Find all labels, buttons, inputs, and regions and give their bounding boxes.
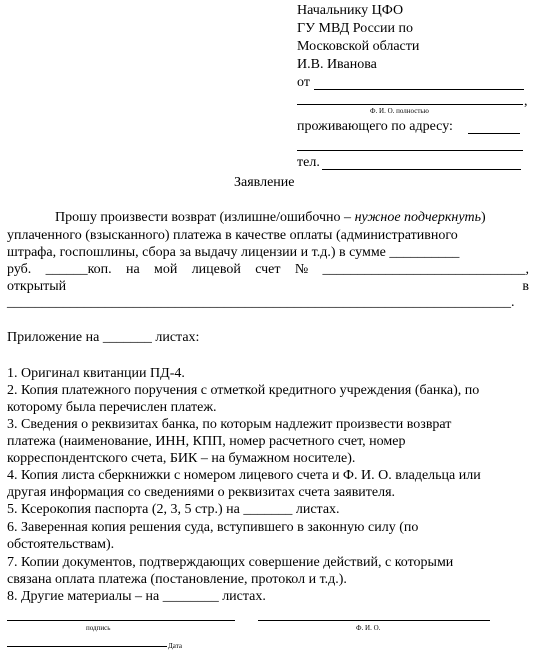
address-blank[interactable] xyxy=(468,133,520,134)
attachment-item-7a: 7. Копии документов, подтверждающих совершение действий, с которыми xyxy=(7,555,454,570)
signer-fio-line[interactable] xyxy=(258,620,490,621)
body-line-4: руб. ______коп. на мой лицевой счет № _____________________________, xyxy=(7,262,529,277)
attachment-item-2a: 2. Копия платежного поручения с отметкой кредитного учреждения (банка), по xyxy=(7,383,480,398)
body-line-5: открытый в xyxy=(7,279,529,294)
phone-label: тел. xyxy=(297,155,320,170)
body-line-1: Прошу произвести возврат (излишне/ошибочно – нужное подчеркнуть) xyxy=(55,210,486,225)
signature-line[interactable] xyxy=(7,620,235,621)
attachment-item-3b: платежа (наименование, ИНН, КПП, номер расчетного счет, номер xyxy=(7,434,406,449)
attachment-item-6a: 6. Заверенная копия решения суда, вступившего в законную силу (по xyxy=(7,520,419,535)
phone-blank[interactable] xyxy=(322,169,521,170)
address-blank-2[interactable] xyxy=(297,150,523,151)
body-line-3: штрафа, госпошлины, сбора за выдачу лицензии и т.д.) в сумме __________ xyxy=(7,245,460,260)
date-caption: Дата xyxy=(168,642,182,650)
from-name-blank[interactable] xyxy=(314,89,524,90)
from-label: от xyxy=(297,75,310,90)
attachment-item-2b: которому была перечислен платеж. xyxy=(7,400,217,415)
from-name-blank-2[interactable] xyxy=(297,104,523,105)
attachment-item-1: 1. Оригинал квитанции ПД-4. xyxy=(7,366,185,381)
addressee-line-4: И.В. Иванова xyxy=(297,57,377,72)
address-label: проживающего по адресу: xyxy=(297,119,453,134)
attachments-heading: Приложение на _______ листах: xyxy=(7,330,200,345)
attachment-item-6b: обстоятельствам). xyxy=(7,537,115,552)
attachment-item-3a: 3. Сведения о реквизитах банка, по которым надлежит произвести возврат xyxy=(7,417,452,432)
attachment-item-4b: другая информация со сведениями о реквизитах счета заявителя. xyxy=(7,485,396,500)
addressee-line-2: ГУ МВД России по xyxy=(297,21,413,36)
date-line[interactable] xyxy=(7,646,167,647)
signature-caption: подпись xyxy=(86,624,111,632)
fio-caption: Ф. И. О. полностью xyxy=(370,107,429,115)
addressee-line-3: Московской области xyxy=(297,39,420,54)
attachment-item-7b: связана оплата платежа (постановление, протокол и т.д.). xyxy=(7,572,347,587)
attachment-item-3c: корреспондентского счета, БИК – на бумажном носителе). xyxy=(7,451,356,466)
addressee-line-1: Начальнику ЦФО xyxy=(297,3,404,18)
attachment-item-8: 8. Другие материалы – на ________ листах. xyxy=(7,589,266,604)
attachment-item-4a: 4. Копия листа сберкнижки с номером лицевого счета и Ф. И. О. владельца или xyxy=(7,468,481,483)
application-form: Начальнику ЦФО ГУ МВД России по Московской области И.В. Иванова от , Ф. И. О. полностью проживающего по адресу: тел. Заявление Прошу произвести возврат (излишне/ошибочно – нужное подчеркнуть) уплаченного (взысканного) платежа в качестве оплаты (административного штрафа, госпошлины, сбора за выдачу лицензии и т.д.) в сумме __________ руб. ______коп. на мой лицевой счет № _____________________________, открытый в ________________________________________________________________________. Приложение на _______ листах: 1. Оригинал квитанции ПД-4. 2. Копия платежного поручения с отметкой кредитного учреждения (банка), по которому была перечислен платеж. 3. Сведения о реквизитах банка, по которым надлежит произвести возврат платежа (наименование, ИНН, КПП, номер расчетного счет, номер корреспондентского счета, БИК – на бумажном носителе). 4. Копия листа сберкнижки с номером лицевого счета и Ф. И. О. владельца или другая информация со сведениями о реквизитах счета заявителя. 5. Ксерокопия паспорта (2, 3, 5 стр.) на _______ листах. 6. Заверенная копия решения суда, вступившего в законную силу (по обстоятельствам). 7. Копии документов, подтверждающих совершение действий, с которыми связана оплата платежа (постановление, протокол и т.д.). 8. Другие материалы – на ________ листах. подпись Ф. И. О. Дата xyxy=(0,0,534,657)
attachment-item-5: 5. Ксерокопия паспорта (2, 3, 5 стр.) на _______ листах. xyxy=(7,502,340,517)
body-line-6: ________________________________________________________________________. xyxy=(7,295,515,310)
document-title: Заявление xyxy=(234,175,295,190)
signer-fio-caption: Ф. И. О. xyxy=(356,624,381,632)
body-line-2: уплаченного (взысканного) платежа в качестве оплаты (административного xyxy=(7,228,458,243)
